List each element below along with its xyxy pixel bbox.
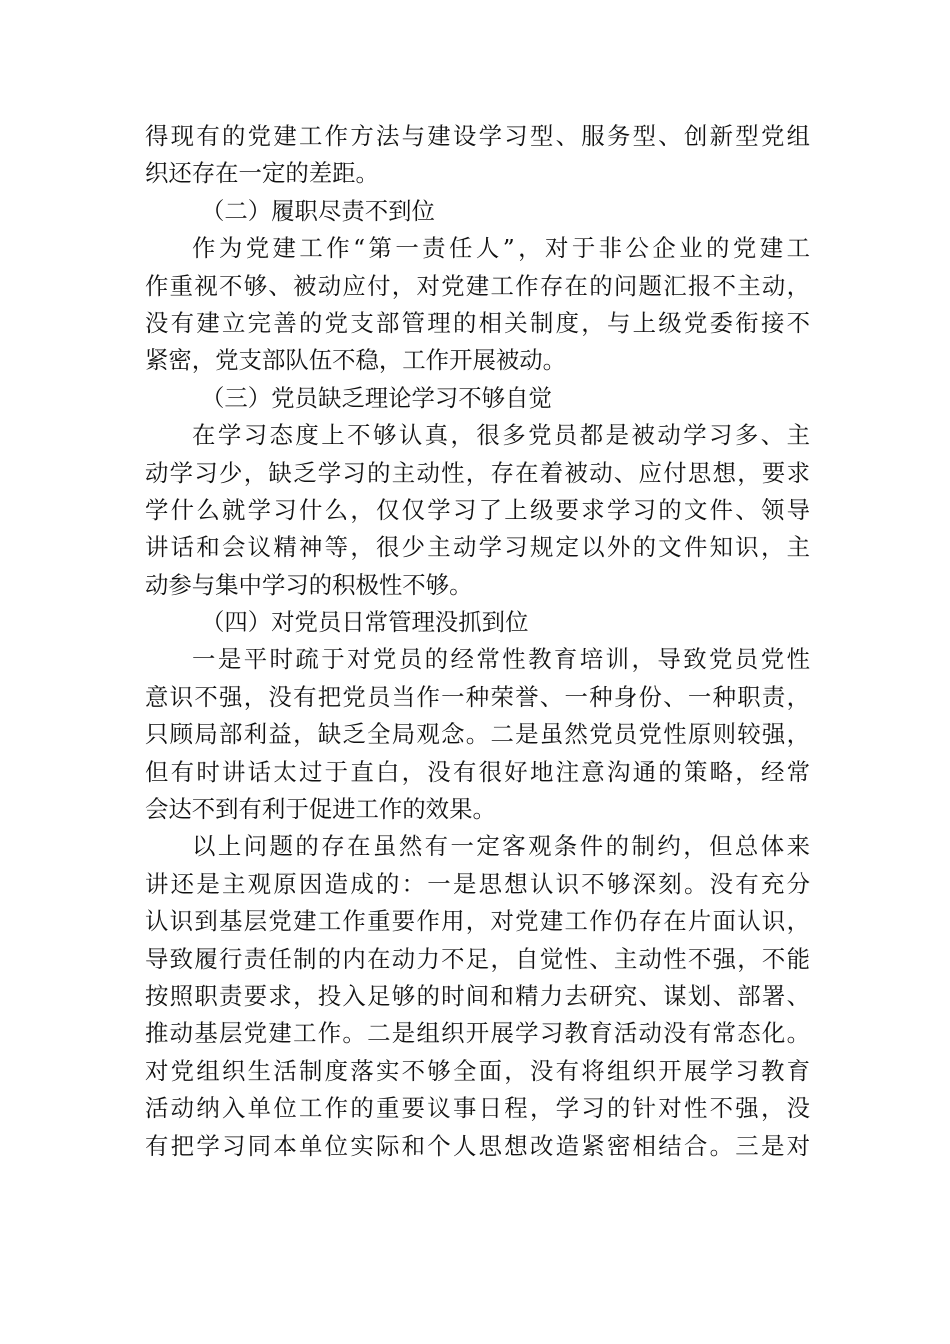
text-line-11: 学什么就学习什么，仅仅学习了上级要求学习的文件、领导 [145, 495, 810, 524]
section-heading-4: （四）对党员日常管理没抓到位 [201, 608, 529, 637]
text-line-18: 但有时讲话太过于直白，没有很好地注意沟通的策略，经常 [145, 757, 810, 786]
text-line-15: 一是平时疏于对党员的经常性教育培训，导致党员党性 [192, 645, 810, 674]
text-line-17: 只顾局部利益，缺乏全局观念。二是虽然党员党性原则较强， [145, 720, 810, 749]
text-line-9: 在学习态度上不够认真，很多党员都是被动学习多、主 [192, 421, 810, 450]
text-line-27: 活动纳入单位工作的重要议事日程，学习的针对性不强，没 [145, 1094, 810, 1123]
text-line-10: 动学习少，缺乏学习的主动性，存在着被动、应付思想，要求 [145, 458, 810, 487]
text-line-23: 导致履行责任制的内在动力不足，自觉性、主动性不强，不能 [145, 944, 810, 973]
text-line-16: 意识不强，没有把党员当作一种荣誉、一种身份、一种职责， [145, 682, 810, 711]
text-line-22: 认识到基层党建工作重要作用，对党建工作仍存在片面认识， [145, 907, 810, 936]
text-line-28: 有把学习同本单位实际和个人思想改造紧密相结合。三是对 [145, 1131, 810, 1160]
text-line-4: 作为党建工作“第一责任人”，对于非公企业的党建工 [192, 234, 810, 263]
text-line-1: 得现有的党建工作方法与建设学习型、服务型、创新型党组 [145, 122, 810, 150]
text-line-2: 织还存在一定的差距。 [145, 159, 379, 188]
document-body [145, 118, 810, 1165]
text-line-19: 会达不到有利于促进工作的效果。 [145, 795, 496, 824]
text-line-20: 以上问题的存在虽然有一定客观条件的制约，但总体来 [192, 832, 810, 861]
section-heading-2: （二）履职尽责不到位 [201, 196, 435, 225]
text-line-26: 对党组织生活制度落实不够全面，没有将组织开展学习教育 [145, 1056, 810, 1085]
text-line-6: 没有建立完善的党支部管理的相关制度，与上级党委衔接不 [145, 308, 810, 337]
text-line-7: 紧密，党支部队伍不稳，工作开展被动。 [145, 346, 567, 375]
text-line-12: 讲话和会议精神等，很少主动学习规定以外的文件知识，主 [145, 533, 810, 562]
text-line-24: 按照职责要求，投入足够的时间和精力去研究、谋划、部署、 [145, 981, 810, 1010]
text-line-13: 动参与集中学习的积极性不够。 [145, 570, 473, 599]
text-line-21: 讲还是主观原因造成的：一是思想认识不够深刻。没有充分 [145, 869, 810, 898]
text-line-5: 作重视不够、被动应付，对党建工作存在的问题汇报不主动， [145, 271, 810, 300]
text-line-25: 推动基层党建工作。二是组织开展学习教育活动没有常态化。 [145, 1019, 810, 1048]
section-heading-3: （三）党员缺乏理论学习不够自觉 [201, 383, 552, 412]
